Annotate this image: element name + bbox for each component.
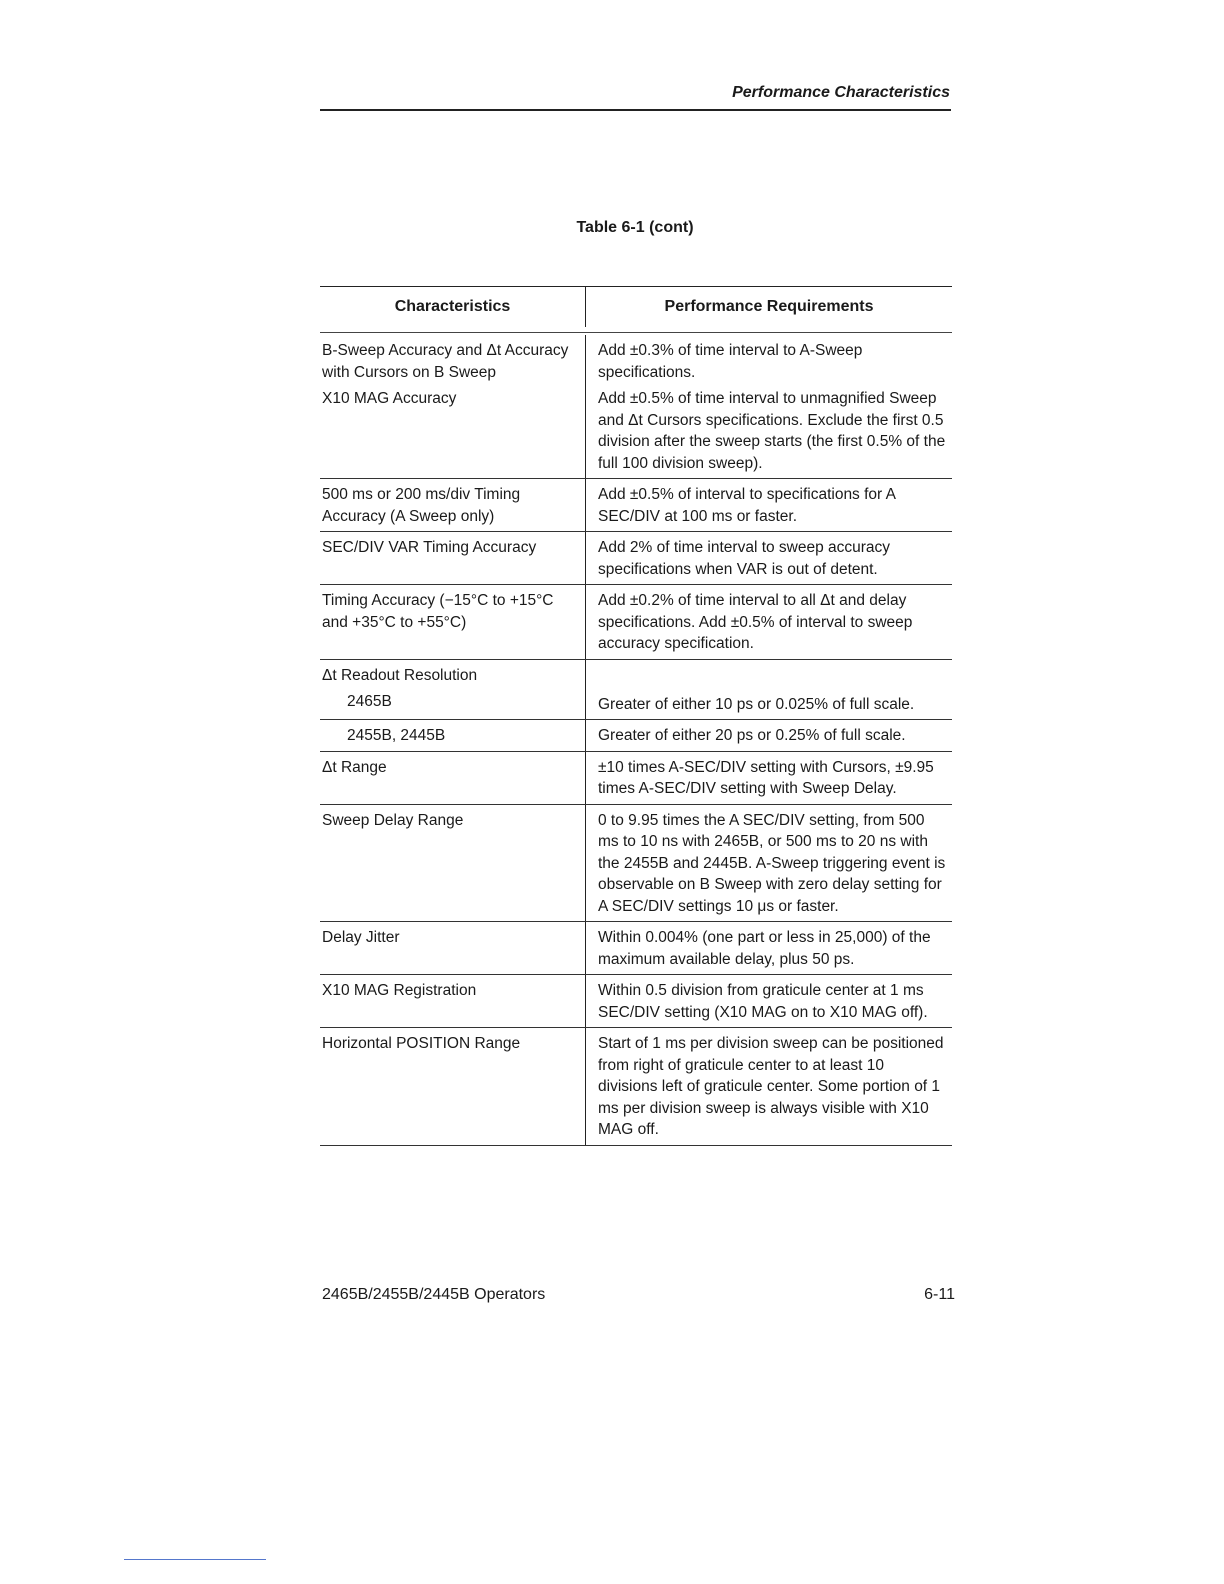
characteristic-cell — [320, 479, 585, 531]
table-row — [320, 752, 952, 805]
requirement-text: Greater of either 10 ps or 0.025% of full scale. — [598, 695, 915, 713]
requirement-cell — [585, 1028, 952, 1145]
characteristic-cell — [320, 660, 585, 720]
requirement-text: ±10 times A-SEC/DIV setting with Cursors, ±9.95 times A-SEC/DIV setting with Sweep Delay. — [598, 758, 934, 797]
requirement-text: Add ±0.5% of time interval to unmagnified Sweep and Δt Cursors specifications. Exclude the first 0.5 division after the sweep starts (the first 0.5% of the full 100 division sweep). — [598, 390, 946, 472]
table-header-row — [320, 286, 952, 327]
requirement-text: Within 0.5 division from graticule center at 1 ms SEC/DIV setting (X10 MAG on to X10 MAG off). — [598, 982, 928, 1021]
column-header-characteristics: Characteristics — [394, 298, 511, 316]
table-row — [320, 805, 952, 923]
requirement-cell — [585, 805, 952, 922]
footer-manual-title: 2465B/2455B/2445B Operators — [322, 1286, 546, 1303]
characteristic-text: Delay Jitter — [322, 929, 400, 946]
characteristic-text: SEC/DIV VAR Timing Accuracy — [322, 539, 537, 556]
requirement-text: Add ±0.3% of time interval to A-Sweep specifications. — [598, 342, 863, 381]
requirement-cell — [585, 585, 952, 659]
requirement-cell — [585, 720, 952, 751]
requirement-cell — [585, 660, 952, 720]
requirement-text: Greater of either 20 ps or 0.25% of full scale. — [598, 727, 906, 744]
model-label: 2465B — [347, 693, 392, 710]
table-row — [320, 479, 952, 532]
table-row — [320, 1028, 952, 1146]
table-body — [320, 335, 952, 1146]
characteristic-cell — [320, 532, 585, 584]
requirement-cell — [585, 922, 952, 974]
bottom-rule — [124, 1559, 266, 1560]
characteristic-cell — [320, 922, 585, 974]
table-row — [320, 532, 952, 585]
model-label: 2455B, 2445B — [347, 727, 446, 744]
requirement-text: Add ±0.5% of interval to specifications for A SEC/DIV at 100 ms or faster. — [598, 486, 896, 525]
running-header: Performance Characteristics — [732, 84, 950, 101]
characteristic-text: Δt Range — [322, 758, 387, 776]
characteristic-cell — [320, 1028, 585, 1145]
header-rule — [320, 109, 951, 111]
requirement-cell — [585, 532, 952, 584]
characteristic-text: X10 MAG Registration — [322, 982, 477, 999]
characteristic-text: Sweep Delay Range — [322, 811, 464, 829]
table-row — [320, 335, 952, 479]
characteristic-text: B-Sweep Accuracy and Δt Accuracy with Cursors on B Sweep — [322, 342, 569, 381]
characteristic-text: Timing Accuracy (−15°C to +15°C and +35°C to +55°C) — [322, 592, 554, 631]
requirement-text: Add 2% of time interval to sweep accuracy specifications when VAR is out of detent. — [598, 539, 891, 578]
footer-page-number: 6-11 — [924, 1286, 955, 1303]
spec-table — [320, 286, 952, 1146]
characteristic-cell — [320, 335, 585, 478]
requirement-text: 0 to 9.95 times the A SEC/DIV setting, from 500 ms to 10 ns with 2465B, or 500 ms to 20 ns with the 2455B and 2445B. A-Sweep triggering event is observable on B Sweep with zero delay setting for A SEC/DIV settings 10 μs or faster. — [598, 811, 946, 915]
table-caption: Table 6-1 (cont) — [576, 219, 694, 236]
table-row — [320, 975, 952, 1028]
table-row — [320, 660, 952, 721]
characteristic-cell — [320, 975, 585, 1027]
table-row — [320, 922, 952, 975]
requirement-cell — [585, 975, 952, 1027]
table-row — [320, 720, 952, 752]
requirement-cell — [585, 335, 952, 478]
characteristic-cell — [320, 752, 585, 804]
characteristic-text: Δt Readout Resolution — [322, 666, 478, 684]
table-row — [320, 585, 952, 660]
requirement-cell — [585, 752, 952, 804]
characteristic-text: X10 MAG Accuracy — [322, 390, 457, 407]
characteristic-text: 500 ms or 200 ms/div Timing Accuracy (A Sweep only) — [322, 486, 521, 525]
column-header-requirements: Performance Requirements — [585, 287, 952, 327]
requirement-text: Start of 1 ms per division sweep can be positioned from right of graticule center to at least 10 divisions left of graticule center. Some portion of 1 ms per division sweep is always visible with X10 MAG off. — [598, 1035, 944, 1138]
characteristic-cell — [320, 585, 585, 659]
requirement-text: Add ±0.2% of time interval to all Δt and delay specifications. Add ±0.5% of interval to sweep accuracy specification. — [598, 592, 913, 652]
characteristic-cell — [320, 720, 585, 751]
requirement-text: Within 0.004% (one part or less in 25,000) of the maximum available delay, plus 50 ps. — [598, 929, 931, 968]
characteristic-text: Horizontal POSITION Range — [322, 1035, 521, 1052]
requirement-cell — [585, 479, 952, 531]
characteristic-cell — [320, 805, 585, 922]
